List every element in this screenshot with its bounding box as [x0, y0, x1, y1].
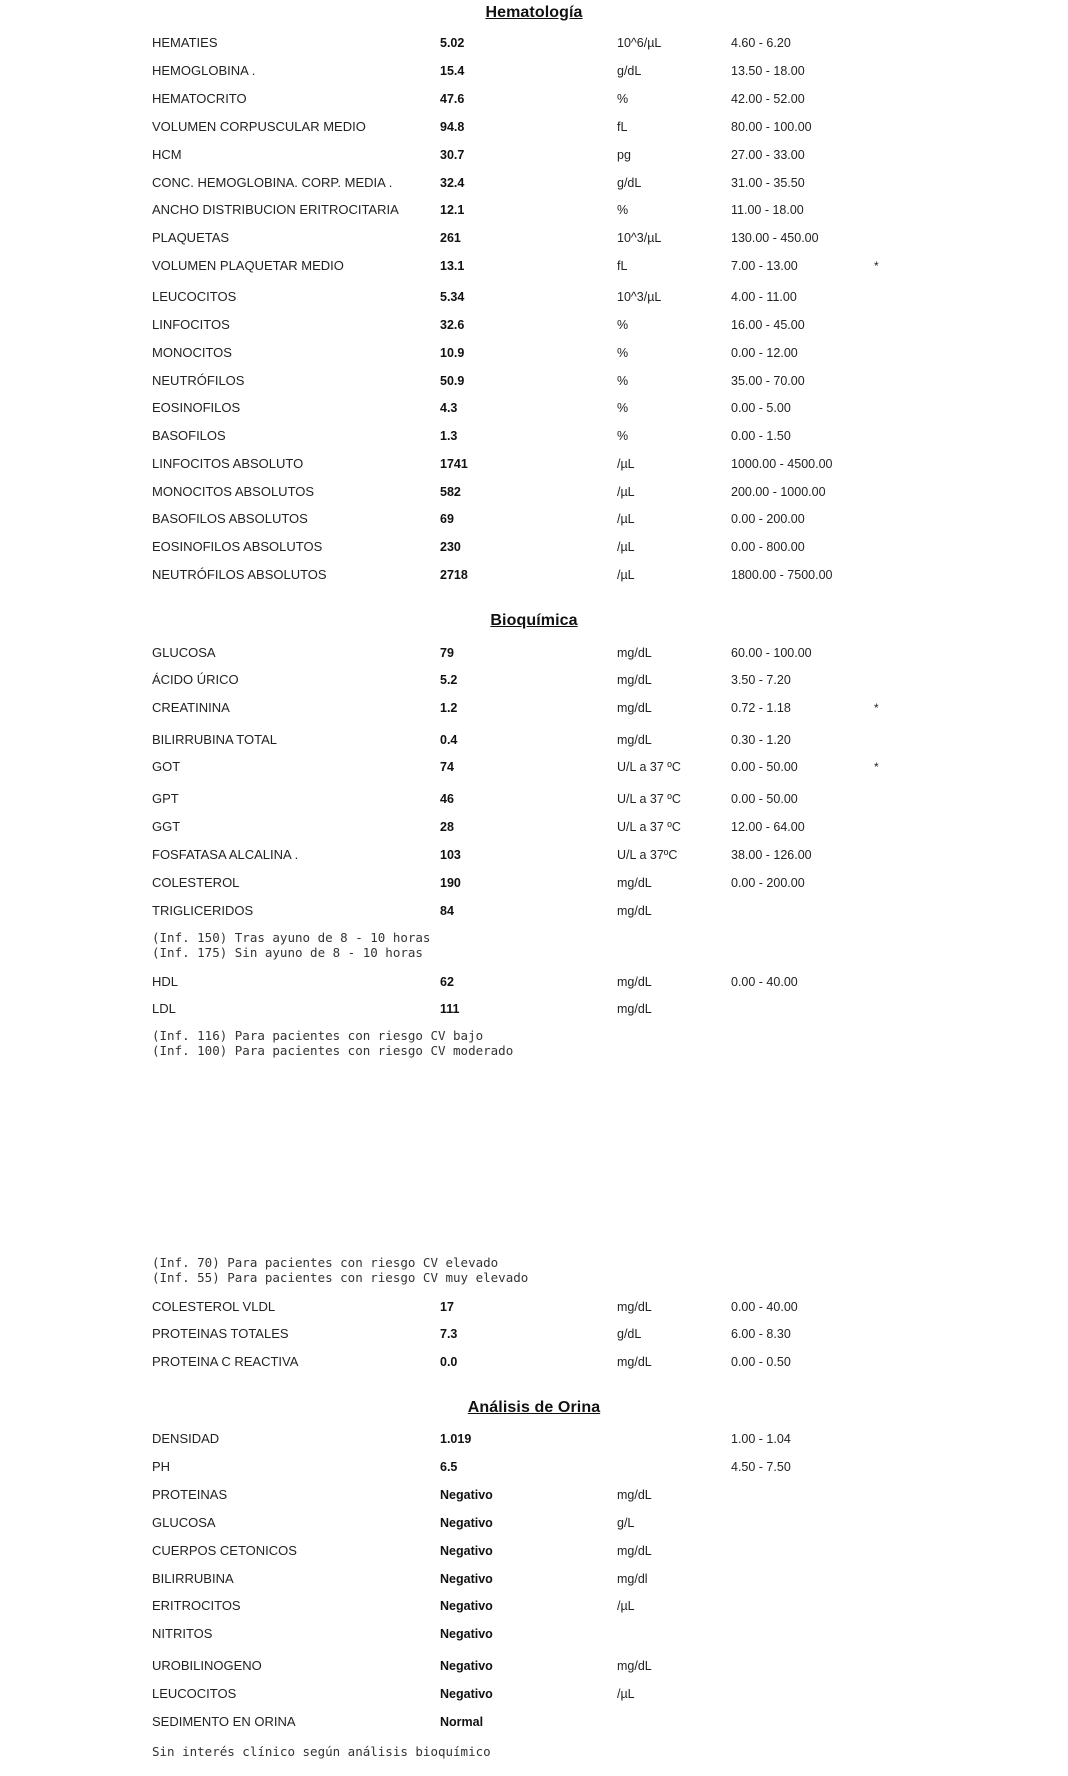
test-value: 79 — [440, 646, 454, 660]
test-name: CUERPOS CETONICOS — [152, 1543, 297, 1558]
table-row — [0, 371, 1068, 391]
test-unit: /µL — [617, 1599, 635, 1613]
test-name: NEUTRÓFILOS ABSOLUTOS — [152, 567, 327, 582]
test-value: 46 — [440, 792, 454, 806]
test-value: 190 — [440, 876, 461, 890]
test-unit: mg/dL — [617, 673, 652, 687]
test-value: 5.2 — [440, 673, 458, 687]
table-row — [0, 1297, 1068, 1317]
test-name: DENSIDAD — [152, 1431, 220, 1446]
test-name: GOT — [152, 759, 181, 774]
test-value: Negativo — [440, 1599, 493, 1613]
test-name: CREATININA — [152, 700, 230, 715]
test-value: 1.3 — [440, 429, 458, 443]
test-value: 1741 — [440, 457, 468, 471]
reference-range: 3.50 - 7.20 — [731, 673, 791, 687]
table-row — [0, 173, 1068, 193]
reference-range: 27.00 - 33.00 — [731, 148, 805, 162]
table-row — [0, 287, 1068, 307]
test-value: 1.019 — [440, 1432, 472, 1446]
test-unit: fL — [617, 259, 628, 273]
reference-range: 16.00 - 45.00 — [731, 318, 805, 332]
test-name: GLUCOSA — [152, 645, 216, 660]
test-unit: mg/dL — [617, 1355, 652, 1369]
reference-range: 0.00 - 200.00 — [731, 876, 805, 890]
test-value: 0.4 — [440, 733, 458, 747]
reference-range: 80.00 - 100.00 — [731, 120, 812, 134]
test-value: 62 — [440, 975, 454, 989]
table-row — [0, 1596, 1068, 1616]
reference-range: 0.00 - 1.50 — [731, 429, 791, 443]
test-value: 32.6 — [440, 318, 465, 332]
test-unit: U/L a 37 ºC — [617, 760, 681, 774]
table-row — [0, 1541, 1068, 1561]
test-name: NEUTRÓFILOS — [152, 373, 245, 388]
test-unit: pg — [617, 148, 631, 162]
reference-range: 0.00 - 800.00 — [731, 540, 805, 554]
test-unit: mg/dL — [617, 975, 652, 989]
table-row — [0, 565, 1068, 585]
test-unit: mg/dL — [617, 1659, 652, 1673]
test-unit: % — [617, 203, 629, 217]
test-value: 13.1 — [440, 259, 465, 273]
abnormal-flag: * — [874, 701, 879, 715]
section-title-hematologia: Hematología — [485, 4, 583, 21]
test-value: 69 — [440, 512, 454, 526]
reference-range: 31.00 - 35.50 — [731, 176, 805, 190]
table-row — [0, 315, 1068, 335]
test-name: PH — [152, 1459, 171, 1474]
test-value: 6.5 — [440, 1460, 458, 1474]
table-row — [0, 698, 1068, 718]
table-row — [0, 1352, 1068, 1372]
test-unit: /µL — [617, 457, 635, 471]
test-name: PROTEINA C REACTIVA — [152, 1354, 299, 1369]
table-row — [0, 228, 1068, 248]
table-row — [0, 972, 1068, 992]
table-row — [0, 873, 1068, 893]
table-row — [0, 1485, 1068, 1505]
test-name: VOLUMEN CORPUSCULAR MEDIO — [152, 119, 366, 134]
table-row — [0, 256, 1068, 276]
test-name: HDL — [152, 974, 179, 989]
test-value: 0.0 — [440, 1355, 458, 1369]
test-name: HEMOGLOBINA . — [152, 63, 256, 78]
reference-range: 0.00 - 50.00 — [731, 792, 798, 806]
ldl-note-4: (Inf. 55) Para pacientes con riesgo CV muy elevado — [152, 1270, 529, 1285]
test-name: UROBILINOGENO — [152, 1658, 262, 1673]
reference-range: 0.72 - 1.18 — [731, 701, 791, 715]
test-unit: 10^3/µL — [617, 290, 662, 304]
test-value: 84 — [440, 904, 454, 918]
test-name: COLESTEROL VLDL — [152, 1299, 276, 1314]
table-row — [0, 817, 1068, 837]
test-name: FOSFATASA ALCALINA . — [152, 847, 299, 862]
table-row — [0, 117, 1068, 137]
table-row — [0, 1513, 1068, 1533]
test-name: GPT — [152, 791, 179, 806]
test-unit: % — [617, 92, 629, 106]
test-name: LDL — [152, 1001, 176, 1016]
test-name: NITRITOS — [152, 1626, 213, 1641]
test-value: 5.34 — [440, 290, 465, 304]
reference-range: 1800.00 - 7500.00 — [731, 568, 833, 582]
reference-range: 0.00 - 0.50 — [731, 1355, 791, 1369]
reference-range: 0.00 - 12.00 — [731, 346, 798, 360]
table-row — [0, 1569, 1068, 1589]
test-name: EOSINOFILOS ABSOLUTOS — [152, 539, 323, 554]
table-row — [0, 33, 1068, 53]
test-name: HEMATIES — [152, 35, 218, 50]
reference-range: 6.00 - 8.30 — [731, 1327, 791, 1341]
test-name: HEMATOCRITO — [152, 91, 247, 106]
test-name: BASOFILOS ABSOLUTOS — [152, 511, 308, 526]
reference-range: 4.00 - 11.00 — [731, 290, 797, 304]
test-unit: /µL — [617, 1687, 635, 1701]
test-name: SEDIMENTO EN ORINA — [152, 1714, 296, 1729]
test-unit: mg/dL — [617, 904, 652, 918]
ldl-note-1: (Inf. 116) Para pacientes con riesgo CV bajo — [152, 1028, 484, 1043]
reference-range: 0.00 - 5.00 — [731, 401, 791, 415]
test-unit: fL — [617, 120, 628, 134]
test-name: VOLUMEN PLAQUETAR MEDIO — [152, 258, 344, 273]
ldl-note-3: (Inf. 70) Para pacientes con riesgo CV elevado — [152, 1255, 499, 1270]
test-unit: mg/dl — [617, 1572, 648, 1586]
test-value: 2718 — [440, 568, 468, 582]
test-name: BASOFILOS — [152, 428, 226, 443]
test-name: ANCHO DISTRIBUCION ERITROCITARIA — [152, 202, 399, 217]
test-value: 7.3 — [440, 1327, 458, 1341]
table-row — [0, 426, 1068, 446]
test-value: 230 — [440, 540, 461, 554]
reference-range: 0.00 - 40.00 — [731, 975, 798, 989]
test-unit: /µL — [617, 540, 635, 554]
test-unit: % — [617, 318, 629, 332]
test-value: 94.8 — [440, 120, 465, 134]
test-value: 47.6 — [440, 92, 465, 106]
test-value: Negativo — [440, 1659, 493, 1673]
test-name: BILIRRUBINA TOTAL — [152, 732, 277, 747]
table-row — [0, 61, 1068, 81]
test-unit: mg/dL — [617, 876, 652, 890]
test-unit: mg/dL — [617, 1544, 652, 1558]
test-unit: /µL — [617, 512, 635, 526]
table-row — [0, 1656, 1068, 1676]
test-name: PROTEINAS TOTALES — [152, 1326, 289, 1341]
test-value: 1.2 — [440, 701, 458, 715]
table-row — [0, 454, 1068, 474]
table-row — [0, 509, 1068, 529]
test-unit: /µL — [617, 568, 635, 582]
test-unit: 10^6/µL — [617, 36, 662, 50]
test-value: 5.02 — [440, 36, 465, 50]
reference-range: 12.00 - 64.00 — [731, 820, 805, 834]
test-value: 111 — [440, 1002, 460, 1016]
test-name: ERITROCITOS — [152, 1598, 241, 1613]
test-value: Negativo — [440, 1544, 493, 1558]
table-row — [0, 398, 1068, 418]
test-value: Normal — [440, 1715, 484, 1729]
table-row — [0, 145, 1068, 165]
reference-range: 1000.00 - 4500.00 — [731, 457, 833, 471]
test-unit: mg/dL — [617, 1300, 652, 1314]
test-name: LEUCOCITOS — [152, 1686, 237, 1701]
table-row — [0, 537, 1068, 557]
test-name: MONOCITOS — [152, 345, 232, 360]
test-value: 4.3 — [440, 401, 458, 415]
table-row — [0, 1457, 1068, 1477]
test-name: GLUCOSA — [152, 1515, 216, 1530]
trigliceridos-note-2: (Inf. 175) Sin ayuno de 8 - 10 horas — [152, 945, 423, 960]
test-value: 50.9 — [440, 374, 465, 388]
test-value: 28 — [440, 820, 454, 834]
abnormal-flag: * — [874, 259, 879, 273]
table-row — [0, 643, 1068, 663]
test-value: Negativo — [440, 1627, 493, 1641]
table-row — [0, 89, 1068, 109]
test-value: 15.4 — [440, 64, 465, 78]
section-title-bioquimica: Bioquímica — [490, 612, 578, 629]
test-value: 30.7 — [440, 148, 465, 162]
table-row — [0, 845, 1068, 865]
test-unit: % — [617, 346, 629, 360]
test-unit: % — [617, 429, 629, 443]
test-value: 17 — [440, 1300, 454, 1314]
test-unit: U/L a 37 ºC — [617, 820, 681, 834]
test-unit: g/dL — [617, 176, 642, 190]
test-unit: /µL — [617, 485, 635, 499]
test-name: COLESTEROL — [152, 875, 240, 890]
test-unit: mg/dL — [617, 733, 652, 747]
test-value: 74 — [440, 760, 454, 774]
test-value: 103 — [440, 848, 461, 862]
reference-range: 35.00 - 70.00 — [731, 374, 805, 388]
test-value: Negativo — [440, 1572, 493, 1586]
test-unit: mg/dL — [617, 646, 652, 660]
test-value: 582 — [440, 485, 461, 499]
test-value: Negativo — [440, 1516, 493, 1530]
test-name: PROTEINAS — [152, 1487, 228, 1502]
reference-range: 200.00 - 1000.00 — [731, 485, 826, 499]
test-name: LINFOCITOS ABSOLUTO — [152, 456, 304, 471]
table-row — [0, 789, 1068, 809]
reference-range: 13.50 - 18.00 — [731, 64, 805, 78]
test-name: TRIGLICERIDOS — [152, 903, 254, 918]
reference-range: 11.00 - 18.00 — [731, 203, 804, 217]
test-value: Negativo — [440, 1488, 493, 1502]
table-row — [0, 343, 1068, 363]
test-name: CONC. HEMOGLOBINA. CORP. MEDIA . — [152, 175, 393, 190]
test-value: Negativo — [440, 1687, 493, 1701]
test-unit: mg/dL — [617, 701, 652, 715]
reference-range: 0.00 - 200.00 — [731, 512, 805, 526]
table-row — [0, 1624, 1068, 1644]
reference-range: 0.30 - 1.20 — [731, 733, 791, 747]
reference-range: 0.00 - 50.00 — [731, 760, 798, 774]
test-unit: 10^3/µL — [617, 231, 662, 245]
table-row — [0, 1712, 1068, 1732]
test-name: HCM — [152, 147, 182, 162]
test-name: MONOCITOS ABSOLUTOS — [152, 484, 315, 499]
table-row — [0, 999, 1068, 1019]
section-title-orina: Análisis de Orina — [467, 1399, 601, 1416]
reference-range: 0.00 - 40.00 — [731, 1300, 798, 1314]
test-unit: U/L a 37 ºC — [617, 792, 681, 806]
test-name: LINFOCITOS — [152, 317, 230, 332]
test-name: LEUCOCITOS — [152, 289, 237, 304]
orina-footer-note: Sin interés clínico según análisis bioquímico — [152, 1744, 491, 1759]
test-name: EOSINOFILOS — [152, 400, 241, 415]
table-row — [0, 757, 1068, 777]
reference-range: 38.00 - 126.00 — [731, 848, 812, 862]
test-name: ÁCIDO ÚRICO — [152, 672, 239, 687]
test-unit: mg/dL — [617, 1488, 652, 1502]
table-row — [0, 730, 1068, 750]
test-unit: g/dL — [617, 1327, 642, 1341]
test-value: 12.1 — [440, 203, 465, 217]
reference-range: 60.00 - 100.00 — [731, 646, 812, 660]
reference-range: 1.00 - 1.04 — [731, 1432, 791, 1446]
reference-range: 4.50 - 7.50 — [731, 1460, 791, 1474]
reference-range: 42.00 - 52.00 — [731, 92, 805, 106]
table-row — [0, 482, 1068, 502]
table-row — [0, 1324, 1068, 1344]
table-row — [0, 1684, 1068, 1704]
test-name: BILIRRUBINA — [152, 1571, 234, 1586]
test-unit: % — [617, 374, 629, 388]
test-unit: mg/dL — [617, 1002, 652, 1016]
abnormal-flag: * — [874, 760, 879, 774]
reference-range: 7.00 - 13.00 — [731, 259, 798, 273]
ldl-note-2: (Inf. 100) Para pacientes con riesgo CV moderado — [152, 1043, 514, 1058]
table-row — [0, 901, 1068, 921]
table-row — [0, 200, 1068, 220]
test-unit: g/dL — [617, 64, 642, 78]
test-value: 10.9 — [440, 346, 465, 360]
reference-range: 4.60 - 6.20 — [731, 36, 791, 50]
table-row — [0, 670, 1068, 690]
test-unit: g/L — [617, 1516, 635, 1530]
test-value: 261 — [440, 231, 461, 245]
test-value: 32.4 — [440, 176, 465, 190]
test-name: PLAQUETAS — [152, 230, 230, 245]
trigliceridos-note-1: (Inf. 150) Tras ayuno de 8 - 10 horas — [152, 930, 431, 945]
table-row — [0, 1429, 1068, 1449]
reference-range: 130.00 - 450.00 — [731, 231, 819, 245]
test-unit: U/L a 37ºC — [617, 848, 678, 862]
test-unit: % — [617, 401, 629, 415]
test-name: GGT — [152, 819, 181, 834]
